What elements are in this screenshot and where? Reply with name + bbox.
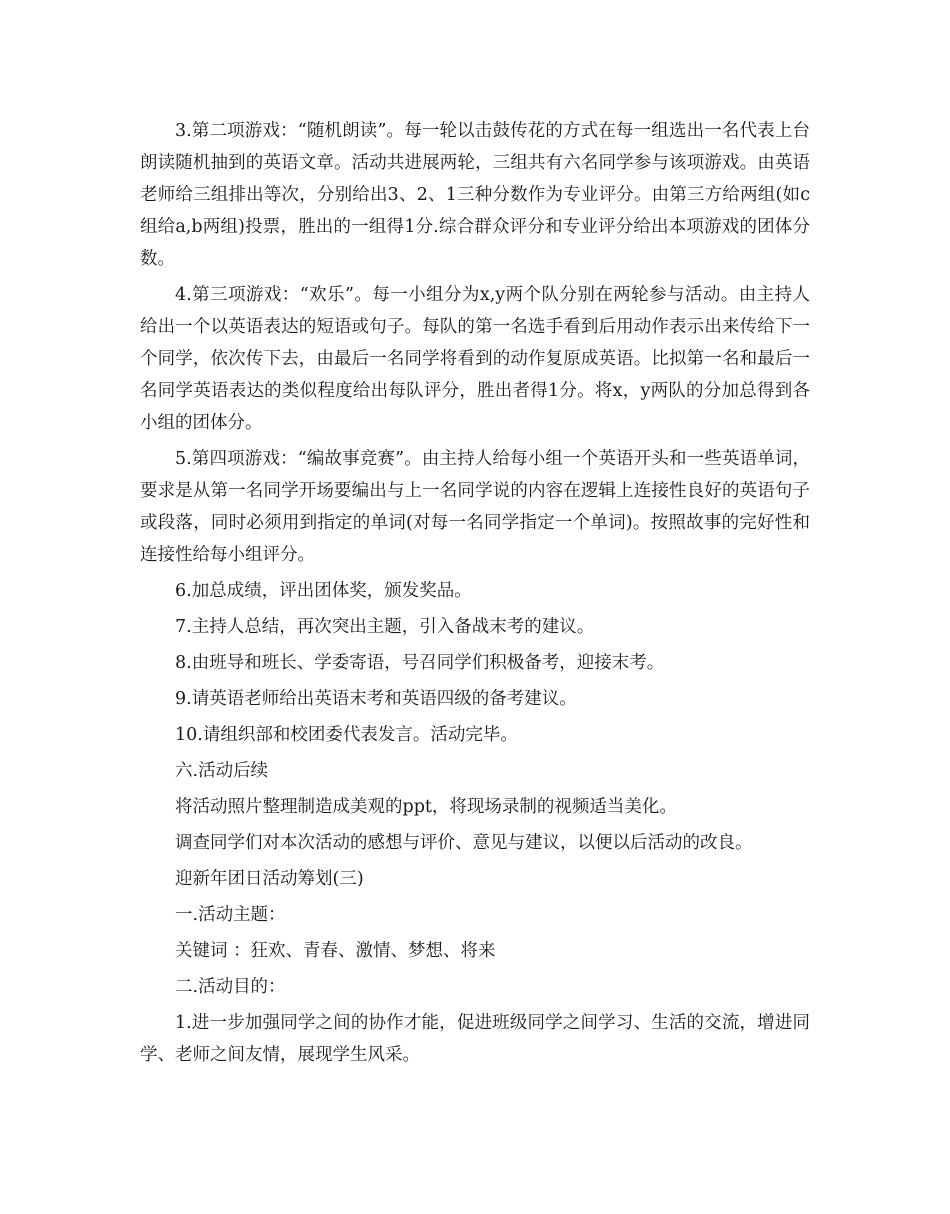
paragraph-purpose-1: 1.进一步加强同学之间的协作才能，促进班级同学之间学习、生活的交流，增进同学、老师之间友情，展现学生风采。: [140, 1013, 810, 1065]
paragraph-step-7: 7.主持人总结，再次突出主题，引入备战末考的建议。: [175, 617, 595, 637]
paragraph-keywords: 关键词 ：狂欢、青春、激情、梦想、将来: [175, 941, 496, 961]
paragraph-follow-up-1: 将活动照片整理制造成美观的ppt，将现场录制的视频适当美化。: [175, 797, 677, 817]
paragraph-game-2: 3.第二项游戏：“随机朗读”。每一轮以击鼓传花的方式在每一组选出一名代表上台朗读随机抽到的英语文章。活动共进展两轮，三组共有六名同学参与该项游戏。由英语老师给三组排出等次，分别给出3、2、1三种分数作为专业评分。由第三方给两组(如c组给a,b两组)投票，胜出的一组得1分.综合群众评分和专业评分给出本项游戏的团体分数。: [140, 121, 810, 269]
paragraph-step-10: 10.请组织部和校团委代表发言。活动完毕。: [175, 725, 518, 745]
plan-title: 迎新年团日活动筹划(三): [175, 869, 364, 889]
paragraph-follow-up-2: 调查同学们对本次活动的感想与评价、意见与建议，以便以后活动的改良。: [175, 833, 753, 853]
paragraph-step-9: 9.请英语老师给出英语末考和英语四级的备考建议。: [175, 689, 577, 709]
paragraph-step-6: 6.加总成绩，评出团体奖，颁发奖品。: [175, 581, 472, 601]
section-heading-follow-up: 六.活动后续: [175, 761, 269, 781]
section-heading-purpose: 二.活动目的：: [175, 977, 286, 997]
paragraph-step-8: 8.由班导和班长、学委寄语，号召同学们积极备考，迎接末考。: [175, 653, 665, 673]
paragraph-game-3: 4.第三项游戏：“欢乐”。每一小组分为x,y两个队分别在两轮参与活动。由主持人给出一个以英语表达的短语或句子。每队的第一名选手看到后用动作表示出来传给下一个同学，依次传下去，由最后一名同学将看到的动作复原成英语。比拟第一名和最后一名同学英语表达的类似程度给出每队评分，胜出者得1分。将x，y两队的分加总得到各小组的团体分。: [140, 285, 810, 433]
document-body: [140, 112, 810, 1072]
paragraph-game-4: 5.第四项游戏：“编故事竞赛”。由主持人给每小组一个英语开头和一些英语单词，要求是从第一名同学开场要编出与上一名同学说的内容在逻辑上连接性良好的英语句子或段落，同时必须用到指定的单词(对每一名同学指定一个单词)。按照故事的完好性和连接性给每小组评分。: [140, 449, 810, 565]
section-heading-theme: 一.活动主题：: [175, 905, 286, 925]
